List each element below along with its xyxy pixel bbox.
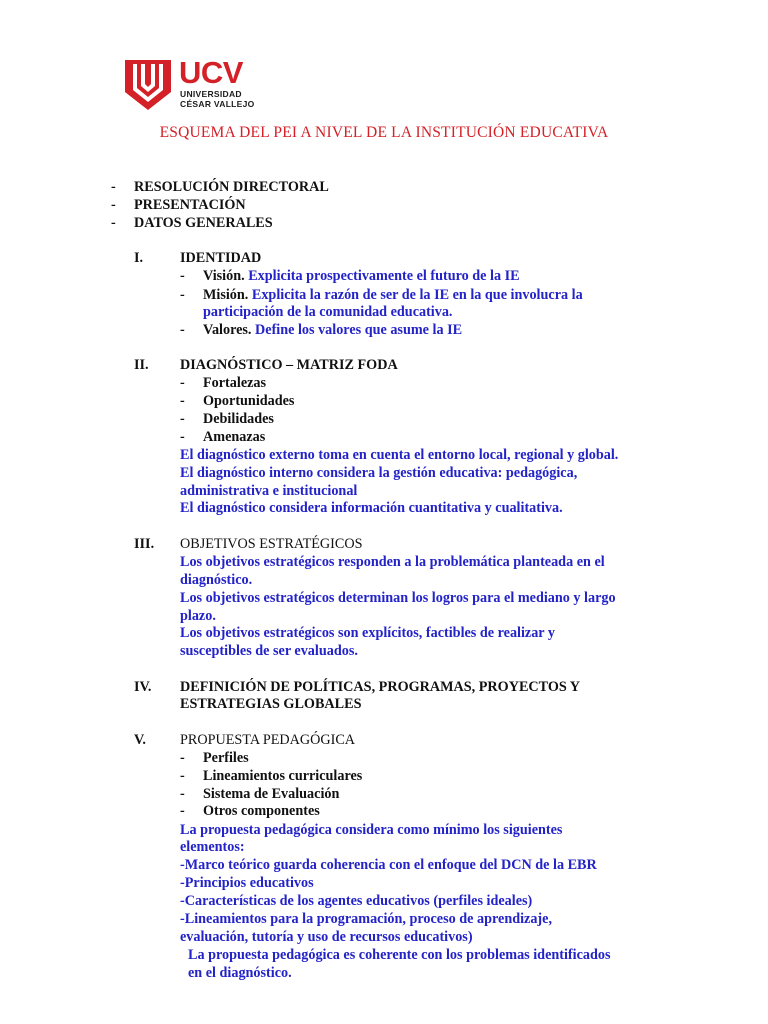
- list-dash: -: [180, 375, 185, 391]
- document-title: ESQUEMA DEL PEI A NIVEL DE LA INSTITUCIÓN EDUCATIVA: [159, 124, 609, 141]
- list-dash: -: [180, 393, 185, 409]
- pedagogy-item: Otros componentes: [203, 803, 320, 819]
- foda-item: Oportunidades: [203, 393, 295, 409]
- list-dash: -: [180, 287, 185, 303]
- section-numeral: V.: [134, 732, 146, 748]
- section-heading: DIAGNÓSTICO – MATRIZ FODA: [180, 357, 398, 373]
- list-dash: -: [111, 215, 116, 231]
- section-note: La propuesta pedagógica considera como mínimo los siguientes: [180, 822, 563, 838]
- pedagogy-item: Lineamientos curriculares: [203, 768, 363, 784]
- section-note: elementos:: [180, 839, 245, 855]
- section-note: -Características de los agentes educativos (perfiles ideales): [180, 893, 533, 909]
- list-dash: -: [180, 803, 185, 819]
- list-dash: -: [111, 197, 116, 213]
- section-note: El diagnóstico externo toma en cuenta el entorno local, regional y global.: [180, 447, 619, 463]
- intro-item: RESOLUCIÓN DIRECTORAL: [134, 179, 329, 195]
- section-note: La propuesta pedagógica es coherente con los problemas identificados: [188, 947, 611, 963]
- section-numeral: IV.: [134, 679, 152, 695]
- item-description-cont: participación de la comunidad educativa.: [203, 304, 453, 320]
- logo-university-line: UNIVERSIDAD: [180, 89, 242, 99]
- list-dash: -: [180, 322, 185, 338]
- logo-name-line: CÉSAR VALLEJO: [180, 99, 255, 109]
- section-numeral: I.: [134, 250, 144, 266]
- section-note: diagnóstico.: [180, 572, 253, 588]
- item-description: Define los valores que asume la IE: [255, 322, 463, 338]
- section-note: susceptibles de ser evaluados.: [180, 643, 358, 659]
- identity-item: [203, 267, 520, 285]
- list-dash: -: [111, 179, 116, 195]
- item-description: Explicita la razón de ser de la IE en la que involucra la: [251, 287, 583, 303]
- item-label: Visión.: [203, 268, 245, 284]
- section-heading: PROPUESTA PEDAGÓGICA: [180, 732, 356, 748]
- list-dash: -: [180, 786, 185, 802]
- foda-item: Debilidades: [203, 411, 274, 427]
- item-label: Valores.: [203, 322, 252, 338]
- list-dash: -: [180, 768, 185, 784]
- foda-item: Fortalezas: [203, 375, 267, 391]
- section-note: -Principios educativos: [180, 875, 314, 891]
- section-note: Los objetivos estratégicos son explícitos, factibles de realizar y: [180, 625, 555, 641]
- section-note: Los objetivos estratégicos determinan los logros para el mediano y largo: [180, 590, 616, 606]
- intro-item: DATOS GENERALES: [134, 215, 273, 231]
- item-label: Misión.: [203, 287, 249, 303]
- pedagogy-item: Sistema de Evaluación: [203, 786, 340, 802]
- logo-wordmark: UCV: [179, 55, 243, 90]
- pedagogy-item: Perfiles: [203, 750, 249, 766]
- section-heading: IDENTIDAD: [180, 250, 262, 266]
- section-note: administrativa e institucional: [180, 483, 358, 499]
- list-dash: -: [180, 750, 185, 766]
- section-note: plazo.: [180, 608, 216, 624]
- intro-item: PRESENTACIÓN: [134, 197, 246, 213]
- list-dash: -: [180, 429, 185, 445]
- section-numeral: III.: [134, 536, 155, 552]
- identity-item: [203, 286, 583, 304]
- section-note: -Lineamientos para la programación, proceso de aprendizaje,: [180, 911, 553, 927]
- section-note: Los objetivos estratégicos responden a la problemática planteada en el: [180, 554, 605, 570]
- section-numeral: II.: [134, 357, 149, 373]
- foda-item: Amenazas: [203, 429, 266, 445]
- item-description: Explicita prospectivamente el futuro de la IE: [248, 268, 520, 284]
- section-note: El diagnóstico considera información cuantitativa y cualitativa.: [180, 500, 563, 516]
- list-dash: -: [180, 411, 185, 427]
- section-heading: OBJETIVOS ESTRATÉGICOS: [180, 536, 363, 552]
- section-note: -Marco teórico guarda coherencia con el enfoque del DCN de la EBR: [180, 857, 597, 873]
- section-heading-cont: ESTRATEGIAS GLOBALES: [180, 696, 362, 712]
- section-heading: DEFINICIÓN DE POLÍTICAS, PROGRAMAS, PROYECTOS Y: [180, 679, 581, 695]
- list-dash: -: [180, 268, 185, 284]
- section-note: en el diagnóstico.: [188, 965, 292, 981]
- section-note: evaluación, tutoría y uso de recursos educativos): [180, 929, 473, 945]
- section-note: El diagnóstico interno considera la gestión educativa: pedagógica,: [180, 465, 578, 481]
- identity-item: [203, 321, 462, 339]
